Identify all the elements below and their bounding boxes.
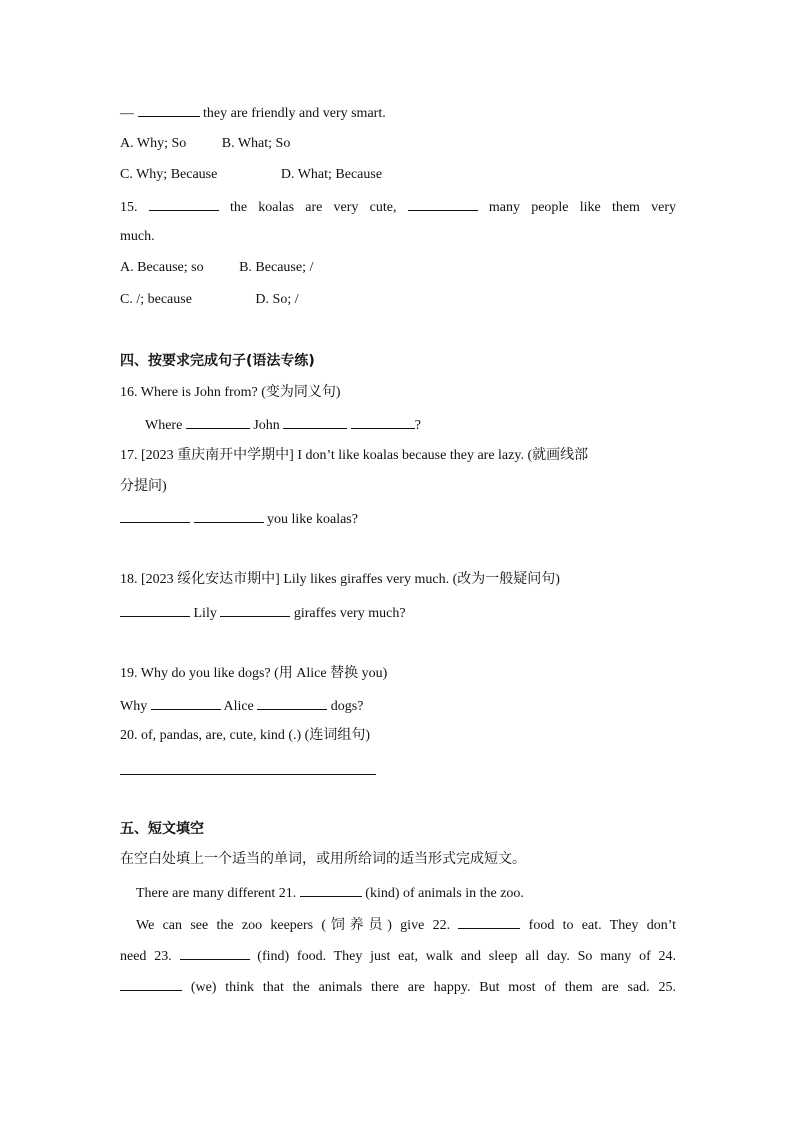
passage-line-3 (120, 946, 676, 966)
q18-lily: Lily (193, 606, 217, 621)
q14-options-ab (120, 135, 676, 153)
q15-options-cd (120, 291, 676, 309)
q14-prompt-line (120, 103, 676, 123)
dash: — (120, 106, 134, 121)
answer-blank[interactable] (351, 415, 415, 429)
p1-start: There are many different 21. (136, 886, 297, 901)
option-d[interactable]: D. So; / (255, 292, 299, 307)
passage-line-2 (136, 915, 676, 935)
section5-title: 五、短文填空 (120, 821, 204, 837)
p2-start: We can see the zoo keepers (饲养员) give 22. (136, 918, 451, 933)
option-b[interactable]: B. Because; / (239, 260, 314, 275)
q18-end: giraffes very much? (293, 606, 406, 621)
answer-blank-23[interactable] (180, 946, 250, 960)
answer-blank[interactable] (138, 103, 200, 117)
passage-line-1 (136, 883, 676, 903)
q18-answer-line (120, 603, 676, 623)
q15-end: many people like them very (488, 200, 677, 215)
answer-blank-21[interactable] (300, 883, 362, 897)
q17-answer-line (120, 509, 676, 529)
q15-middle: the koalas are very cute, (229, 200, 397, 215)
q17-continuation: 分提问) (120, 479, 167, 494)
p3-start: need 23. (120, 949, 172, 964)
passage-line-4 (120, 977, 676, 997)
q17-text: 17. [2023 重庆南开中学期中] I don’t like koalas because they are lazy. (就画线部 (120, 448, 589, 463)
q14-options-cd (120, 166, 676, 184)
q19-alice: Alice (223, 699, 254, 714)
answer-blank-22[interactable] (458, 915, 520, 929)
option-b[interactable]: B. What; So (221, 136, 291, 151)
q16-answer-line (145, 415, 676, 435)
option-c[interactable]: C. /; because (120, 292, 192, 307)
answer-blank[interactable] (149, 197, 219, 211)
section5-instruction: 在空白处填上一个适当的单词，或用所给词的适当形式完成短文。 (120, 852, 526, 867)
p4-end: (we) think that the animals there are happy. But most of them are sad. 25. (190, 980, 676, 995)
p3-end: (find) food. They just eat, walk and sleep all day. So many of 24. (257, 949, 677, 964)
q15-options-ab (120, 259, 676, 277)
q15-continuation (120, 228, 676, 246)
q17-end: you like koalas? (267, 512, 358, 527)
q16-john: John (253, 418, 280, 433)
q16-where: Where (145, 418, 183, 433)
answer-blank[interactable] (120, 509, 190, 523)
q15-line (120, 197, 676, 217)
q14-rest: they are friendly and very smart. (203, 106, 386, 121)
answer-blank[interactable] (408, 197, 478, 211)
q19-why: Why (120, 699, 148, 714)
answer-blank[interactable] (186, 415, 250, 429)
answer-blank-24[interactable] (120, 977, 182, 991)
option-a[interactable]: A. Why; So (120, 136, 187, 151)
q16-qmark: ? (414, 418, 421, 433)
q15-number: 15. (120, 200, 138, 215)
q18-text: 18. [2023 绥化安达市期中] Lily likes giraffes very much. (改为一般疑问句) (120, 572, 560, 587)
q19-text: 19. Why do you like dogs? (用 Alice 替换 you) (120, 666, 388, 681)
q20-answer-blank[interactable] (120, 774, 376, 775)
answer-blank[interactable] (283, 415, 347, 429)
answer-blank[interactable] (257, 696, 327, 710)
option-c[interactable]: C. Why; Because (120, 167, 218, 182)
q16-text: 16. Where is John from? (变为同义句) (120, 385, 341, 400)
option-d[interactable]: D. What; Because (280, 167, 383, 182)
q20-text: 20. of, pandas, are, cute, kind (.) (连词组句) (120, 728, 370, 743)
q19-answer-line (120, 696, 676, 716)
q19-end: dogs? (330, 699, 364, 714)
p2-end: food to eat. They don’t (528, 918, 677, 933)
section4-title: 四、按要求完成句子(语法专练) (120, 353, 315, 369)
option-a[interactable]: A. Because; so (120, 260, 204, 275)
answer-blank[interactable] (120, 603, 190, 617)
answer-blank[interactable] (220, 603, 290, 617)
answer-blank[interactable] (151, 696, 221, 710)
answer-blank[interactable] (194, 509, 264, 523)
q15-cont-text: much. (120, 229, 155, 244)
p1-end: (kind) of animals in the zoo. (365, 886, 524, 901)
